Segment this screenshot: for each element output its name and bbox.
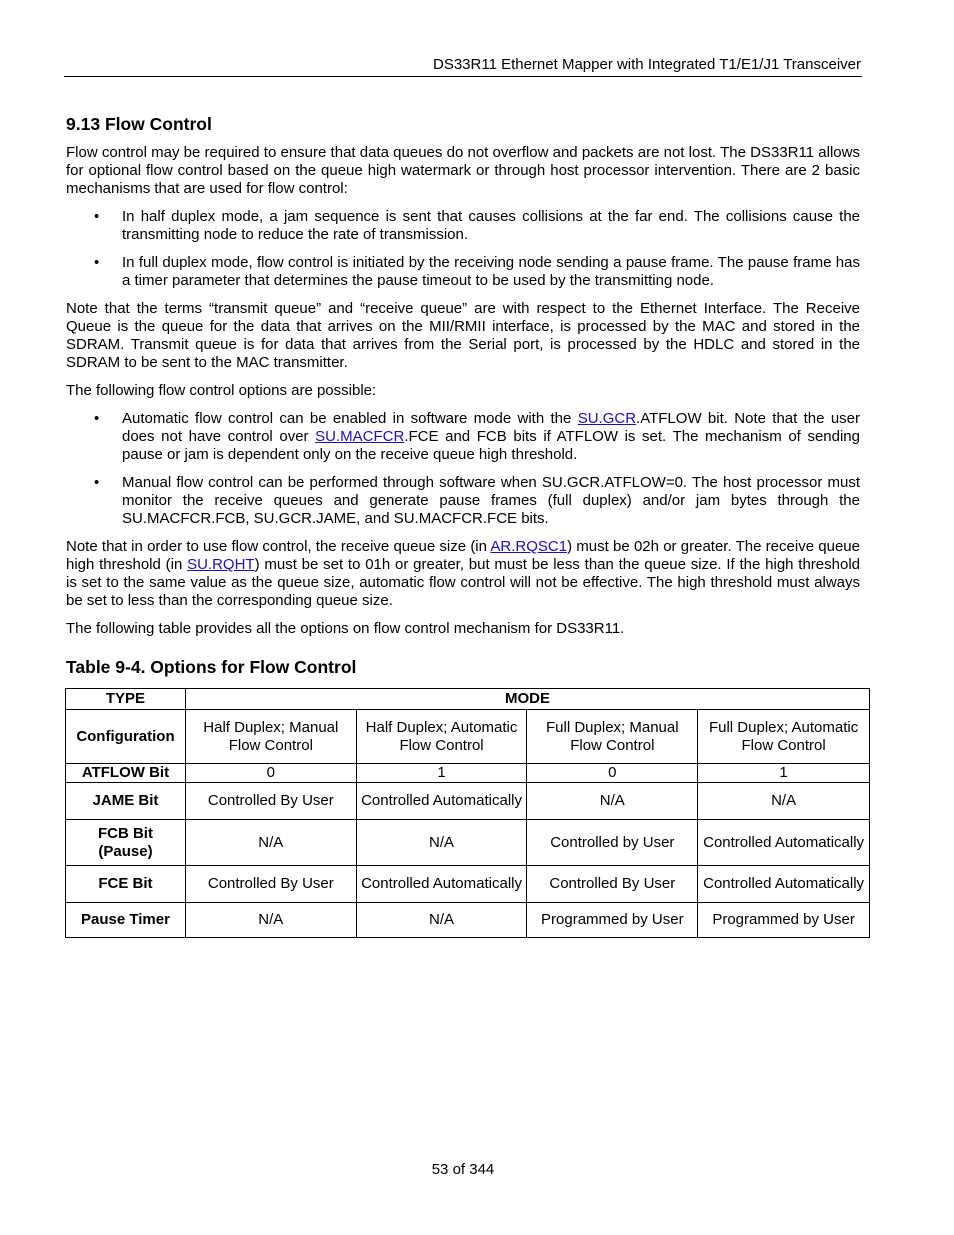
su-macfcr-link[interactable]: SU.MACFCR: [315, 428, 405, 445]
table-cell: Programmed by User: [527, 903, 698, 938]
header-type: TYPE: [66, 689, 186, 710]
table-cell: N/A: [698, 783, 870, 820]
page-number: 53 of 344: [431, 1161, 495, 1178]
section-number: 9.13: [66, 114, 101, 134]
table-row: [66, 783, 870, 820]
table-cell: Controlled by User: [527, 820, 698, 866]
table-row: [66, 710, 870, 764]
table-cell: Controlled Automatically: [698, 866, 870, 903]
su-gcr-link[interactable]: SU.GCR: [577, 410, 637, 427]
table-title: Table 9-4. Options for Flow Control: [66, 657, 357, 677]
threshold-note-paragraph: Note that in order to use flow control, the receive queue size (in AR.RQSC1) must be 02h or greater. The receive queue high threshold (in SU.RQHT) must be set to 01h or greater, but must be less than the queue size. If the high threshold is set to the same value as the queue size, automatic flow control will not be effective. The high threshold must always be set to less than the corresponding queue size.: [66, 538, 860, 609]
intro-paragraph: Flow control may be required to ensure that data queues do not overflow and packets are not lost. The DS33R11 allows for optional flow control based on the queue high watermark or through host processor intervention. There are 2 basic mechanisms that are used for flow control:: [66, 144, 860, 197]
row-label: FCB Bit (Pause): [66, 820, 186, 866]
table-cell: Half Duplex; Automatic Flow Control: [356, 710, 527, 764]
section-heading: [66, 114, 212, 134]
su-rqht-link[interactable]: SU.RQHT: [187, 556, 255, 573]
queue-note-paragraph: Note that the terms “transmit queue” and “receive queue” are with respect to the Ethernet Interface. The Receive Queue is the queue for the data that arrives on the MII/RMII interface, is processed by the MAC and stored in the SDRAM. Transmit queue is for data that arrives from the Serial port, is processed by the HDLC and stored in the SDRAM to be sent to the MAC transmitter.: [66, 300, 860, 371]
list-item: • Automatic flow control can be enabled in software mode with the SU.GCR.ATFLOW bit. Note that the user does not have control over SU.MACFCR.FCE and FCB bits if ATFLOW is set. The mechanism of sending pause or jam is dependent only on the receive queue high threshold.: [122, 410, 860, 464]
table-row: [66, 820, 870, 866]
table-cell: Controlled Automatically: [698, 820, 870, 866]
row-label: Pause Timer: [66, 903, 186, 938]
table-cell: Controlled By User: [527, 866, 698, 903]
table-row: [66, 903, 870, 938]
list-item: • In half duplex mode, a jam sequence is sent that causes collisions at the far end. The collisions cause the transmitting node to reduce the rate of transmission.: [122, 208, 860, 244]
table-cell: Controlled Automatically: [356, 866, 527, 903]
row-label: ATFLOW Bit: [66, 764, 186, 783]
body-content: [66, 144, 860, 648]
ar-rqsc1-link[interactable]: AR.RQSC1: [490, 538, 568, 555]
table-cell: N/A: [185, 820, 356, 866]
table-cell: Controlled By User: [185, 783, 356, 820]
table-header-row: [66, 689, 870, 710]
table-row: [66, 866, 870, 903]
table-row: [66, 764, 870, 783]
table-cell: Controlled Automatically: [356, 783, 527, 820]
table-cell: 0: [527, 764, 698, 783]
table-cell: 1: [698, 764, 870, 783]
flow-control-table: [65, 688, 870, 938]
row-label: Configuration: [66, 710, 186, 764]
table-cell: N/A: [185, 903, 356, 938]
table-cell: 1: [356, 764, 527, 783]
section-title: Flow Control: [104, 114, 212, 134]
table-cell: N/A: [356, 903, 527, 938]
mechanism-list: [66, 208, 860, 290]
table-cell: Programmed by User: [698, 903, 870, 938]
table-cell: Half Duplex; Manual Flow Control: [185, 710, 356, 764]
table-cell: Full Duplex; Manual Flow Control: [527, 710, 698, 764]
running-header: DS33R11 Ethernet Mapper with Integrated T1/E1/J1 Transceiver: [432, 56, 861, 73]
list-item: • In full duplex mode, flow control is initiated by the receiving node sending a pause frame. The pause frame has a timer parameter that determines the pause timeout to be used by the transmitting node.: [122, 254, 860, 290]
table-cell: 0: [185, 764, 356, 783]
table-cell: Controlled By User: [185, 866, 356, 903]
options-intro-paragraph: The following flow control options are possible:: [66, 382, 377, 399]
row-label: FCE Bit: [66, 866, 186, 903]
row-label: JAME Bit: [66, 783, 186, 820]
table-cell: N/A: [527, 783, 698, 820]
header-mode: MODE: [185, 689, 869, 710]
table-intro-paragraph: The following table provides all the options on flow control mechanism for DS33R11.: [66, 620, 625, 637]
table-cell: Full Duplex; Automatic Flow Control: [698, 710, 870, 764]
list-item: • Manual flow control can be performed through software when SU.GCR.ATFLOW=0. The host processor must monitor the receive queues and generate pause frames (full duplex) and/or jam bytes through the SU.MACFCR.FCB, SU.GCR.JAME, and SU.MACFCR.FCE bits.: [122, 474, 860, 528]
header-rule: [64, 76, 862, 77]
options-list: [66, 410, 860, 528]
table-cell: N/A: [356, 820, 527, 866]
